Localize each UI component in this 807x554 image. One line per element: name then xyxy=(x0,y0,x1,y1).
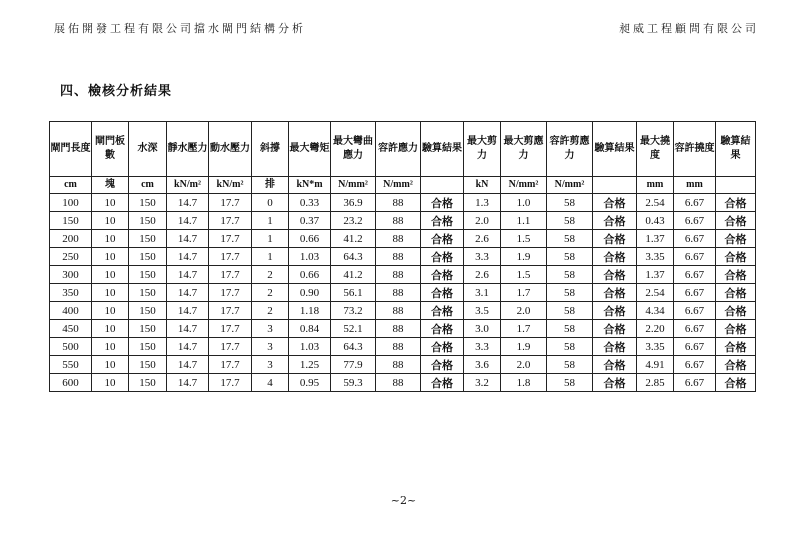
table-cell: 1.8 xyxy=(501,374,547,392)
table-cell: 150 xyxy=(129,212,167,230)
verdict-cell: 合格 xyxy=(593,374,637,392)
table-cell: 1.37 xyxy=(637,230,674,248)
table-cell: 88 xyxy=(376,212,421,230)
table-cell: 150 xyxy=(50,212,92,230)
table-cell: 58 xyxy=(547,374,593,392)
table-cell: 150 xyxy=(129,194,167,212)
table-cell: 2 xyxy=(252,302,289,320)
table-cell: 14.7 xyxy=(167,302,209,320)
table-cell: 14.7 xyxy=(167,230,209,248)
table-cell: 10 xyxy=(92,194,129,212)
verdict-cell: 合格 xyxy=(716,212,756,230)
table-cell: 14.7 xyxy=(167,212,209,230)
table-cell: 3.6 xyxy=(464,356,501,374)
verdict-cell: 合格 xyxy=(593,302,637,320)
document-header-left: 展佑開發工程有限公司擋水閘門結構分析 xyxy=(54,22,306,35)
column-unit xyxy=(421,177,464,194)
table-row xyxy=(50,284,756,302)
table-row xyxy=(50,374,756,392)
table-cell: 36.9 xyxy=(331,194,376,212)
verdict-cell: 合格 xyxy=(593,338,637,356)
table-cell: 41.2 xyxy=(331,266,376,284)
table-cell: 58 xyxy=(547,356,593,374)
table-row xyxy=(50,356,756,374)
table-cell: 14.7 xyxy=(167,248,209,266)
table-cell: 3.3 xyxy=(464,248,501,266)
verdict-cell: 合格 xyxy=(421,284,464,302)
column-header-label: 容許撓度 xyxy=(674,143,715,154)
table-cell: 2.0 xyxy=(501,302,547,320)
table-cell: 6.67 xyxy=(674,320,716,338)
table-cell: 17.7 xyxy=(209,248,252,266)
table-cell: 58 xyxy=(547,230,593,248)
table-row xyxy=(50,320,756,338)
table-cell: 150 xyxy=(129,356,167,374)
column-unit: cm xyxy=(129,177,167,194)
column-unit: N/mm² xyxy=(501,177,547,194)
column-unit: N/mm² xyxy=(376,177,421,194)
column-header xyxy=(129,122,167,177)
table-cell: 6.67 xyxy=(674,212,716,230)
table-cell: 2.85 xyxy=(637,374,674,392)
table-cell: 1 xyxy=(252,212,289,230)
table-cell: 14.7 xyxy=(167,266,209,284)
section-title: 四、檢核分析結果 xyxy=(60,84,173,99)
table-cell: 6.67 xyxy=(674,230,716,248)
table-cell: 6.67 xyxy=(674,284,716,302)
table-cell: 88 xyxy=(376,356,421,374)
table-cell: 1.9 xyxy=(501,248,547,266)
table-cell: 1.3 xyxy=(464,194,501,212)
column-header-label: 驗算結果 xyxy=(594,143,635,154)
table-body xyxy=(50,194,756,392)
table-cell: 58 xyxy=(547,302,593,320)
verdict-cell: 合格 xyxy=(593,212,637,230)
verdict-cell: 合格 xyxy=(716,374,756,392)
column-header xyxy=(716,122,756,177)
verdict-cell: 合格 xyxy=(421,230,464,248)
table-cell: 58 xyxy=(547,248,593,266)
verdict-cell: 合格 xyxy=(593,284,637,302)
header-unit-row xyxy=(50,177,756,194)
column-header xyxy=(331,122,376,177)
verdict-cell: 合格 xyxy=(593,356,637,374)
table-cell: 10 xyxy=(92,212,129,230)
table-cell: 17.7 xyxy=(209,338,252,356)
table-cell: 6.67 xyxy=(674,302,716,320)
verdict-cell: 合格 xyxy=(421,248,464,266)
table-cell: 1.0 xyxy=(501,194,547,212)
table-cell: 0.66 xyxy=(289,230,331,248)
column-header xyxy=(464,122,501,177)
table-cell: 3 xyxy=(252,320,289,338)
verdict-cell: 合格 xyxy=(593,194,637,212)
analysis-results-table xyxy=(49,121,756,392)
table-cell: 14.7 xyxy=(167,338,209,356)
table-cell: 0.33 xyxy=(289,194,331,212)
table-cell: 500 xyxy=(50,338,92,356)
table-cell: 2.20 xyxy=(637,320,674,338)
column-unit: N/mm² xyxy=(331,177,376,194)
table-cell: 3.35 xyxy=(637,248,674,266)
verdict-cell: 合格 xyxy=(421,302,464,320)
table-cell: 2.0 xyxy=(501,356,547,374)
table-cell: 0.66 xyxy=(289,266,331,284)
column-header-label: 動水壓力 xyxy=(210,143,250,154)
table-cell: 400 xyxy=(50,302,92,320)
table-cell: 600 xyxy=(50,374,92,392)
table-cell: 150 xyxy=(129,338,167,356)
table-cell: 58 xyxy=(547,212,593,230)
column-unit: cm xyxy=(50,177,92,194)
table-cell: 1.18 xyxy=(289,302,331,320)
table-cell: 150 xyxy=(129,248,167,266)
table-cell: 2 xyxy=(252,284,289,302)
table-cell: 2 xyxy=(252,266,289,284)
table-cell: 77.9 xyxy=(331,356,376,374)
column-header xyxy=(209,122,252,177)
verdict-cell: 合格 xyxy=(593,230,637,248)
verdict-cell: 合格 xyxy=(716,320,756,338)
column-header-label: 斜撐 xyxy=(260,143,280,154)
column-header-label: 容許應力 xyxy=(378,143,418,154)
table-cell: 1.7 xyxy=(501,284,547,302)
column-header xyxy=(252,122,289,177)
table-cell: 150 xyxy=(129,302,167,320)
table-cell: 0.84 xyxy=(289,320,331,338)
table-cell: 1 xyxy=(252,248,289,266)
table-cell: 0.90 xyxy=(289,284,331,302)
table-cell: 88 xyxy=(376,302,421,320)
table-cell: 3.0 xyxy=(464,320,501,338)
table-cell: 1 xyxy=(252,230,289,248)
table-cell: 17.7 xyxy=(209,266,252,284)
table-cell: 450 xyxy=(50,320,92,338)
table-cell: 10 xyxy=(92,374,129,392)
table-cell: 6.67 xyxy=(674,356,716,374)
table-cell: 1.1 xyxy=(501,212,547,230)
column-header xyxy=(637,122,674,177)
table-cell: 0.95 xyxy=(289,374,331,392)
table-cell: 17.7 xyxy=(209,374,252,392)
table-cell: 17.7 xyxy=(209,194,252,212)
table-cell: 1.5 xyxy=(501,266,547,284)
column-unit: kN/m² xyxy=(209,177,252,194)
header-name-row xyxy=(50,122,756,177)
table-cell: 6.67 xyxy=(674,248,716,266)
table-cell: 0.37 xyxy=(289,212,331,230)
column-unit: kN*m xyxy=(289,177,331,194)
column-header xyxy=(167,122,209,177)
table-cell: 550 xyxy=(50,356,92,374)
table-cell: 58 xyxy=(547,320,593,338)
table-cell: 2.6 xyxy=(464,266,501,284)
column-header xyxy=(50,122,92,177)
verdict-cell: 合格 xyxy=(421,212,464,230)
column-header-label: 閘門板數 xyxy=(95,136,125,161)
document-header-right: 昶威工程顧問有限公司 xyxy=(619,22,759,35)
column-header xyxy=(421,122,464,177)
table-cell: 14.7 xyxy=(167,194,209,212)
column-header xyxy=(92,122,129,177)
table-cell: 41.2 xyxy=(331,230,376,248)
table-cell: 150 xyxy=(129,374,167,392)
table-cell: 17.7 xyxy=(209,230,252,248)
verdict-cell: 合格 xyxy=(421,338,464,356)
column-header-label: 水深 xyxy=(137,143,158,154)
verdict-cell: 合格 xyxy=(716,356,756,374)
verdict-cell: 合格 xyxy=(716,266,756,284)
table-cell: 52.1 xyxy=(331,320,376,338)
table-cell: 2.0 xyxy=(464,212,501,230)
column-unit: kN/m² xyxy=(167,177,209,194)
table-cell: 1.03 xyxy=(289,338,331,356)
table-cell: 64.3 xyxy=(331,248,376,266)
verdict-cell: 合格 xyxy=(716,194,756,212)
table-cell: 88 xyxy=(376,266,421,284)
table-row xyxy=(50,194,756,212)
table-cell: 4.91 xyxy=(637,356,674,374)
table-cell: 58 xyxy=(547,266,593,284)
table-cell: 6.67 xyxy=(674,266,716,284)
table-cell: 0.43 xyxy=(637,212,674,230)
column-header-label: 最大彎矩 xyxy=(289,143,330,154)
column-header-label: 容許剪應力 xyxy=(549,136,590,161)
table-cell: 17.7 xyxy=(209,284,252,302)
table-row xyxy=(50,302,756,320)
table-cell: 10 xyxy=(92,356,129,374)
column-header-label: 最大撓度 xyxy=(640,136,670,161)
table-cell: 88 xyxy=(376,248,421,266)
table-cell: 17.7 xyxy=(209,302,252,320)
verdict-cell: 合格 xyxy=(421,266,464,284)
verdict-cell: 合格 xyxy=(593,266,637,284)
table-cell: 10 xyxy=(92,230,129,248)
verdict-cell: 合格 xyxy=(716,230,756,248)
table-cell: 10 xyxy=(92,248,129,266)
table-cell: 88 xyxy=(376,230,421,248)
column-header xyxy=(289,122,331,177)
column-header xyxy=(674,122,716,177)
table-cell: 88 xyxy=(376,194,421,212)
verdict-cell: 合格 xyxy=(716,248,756,266)
table-cell: 17.7 xyxy=(209,356,252,374)
column-unit: 排 xyxy=(252,177,289,194)
table-row xyxy=(50,248,756,266)
table-cell: 73.2 xyxy=(331,302,376,320)
table-cell: 58 xyxy=(547,338,593,356)
table-cell: 1.03 xyxy=(289,248,331,266)
table-cell: 3.1 xyxy=(464,284,501,302)
table-cell: 350 xyxy=(50,284,92,302)
table-cell: 4 xyxy=(252,374,289,392)
table-cell: 150 xyxy=(129,320,167,338)
verdict-cell: 合格 xyxy=(716,338,756,356)
column-header-label: 閘門長度 xyxy=(50,143,91,154)
column-unit xyxy=(593,177,637,194)
column-unit: N/mm² xyxy=(547,177,593,194)
table-cell: 4.34 xyxy=(637,302,674,320)
table-cell: 2.6 xyxy=(464,230,501,248)
column-unit: 塊 xyxy=(92,177,129,194)
table-cell: 150 xyxy=(129,284,167,302)
table-cell: 1.5 xyxy=(501,230,547,248)
table-cell: 200 xyxy=(50,230,92,248)
table-cell: 10 xyxy=(92,338,129,356)
column-header xyxy=(547,122,593,177)
table-cell: 88 xyxy=(376,374,421,392)
table-cell: 59.3 xyxy=(331,374,376,392)
table-row xyxy=(50,338,756,356)
table-cell: 14.7 xyxy=(167,356,209,374)
table-cell: 3.35 xyxy=(637,338,674,356)
verdict-cell: 合格 xyxy=(421,374,464,392)
column-unit xyxy=(716,177,756,194)
table-cell: 3.5 xyxy=(464,302,501,320)
verdict-cell: 合格 xyxy=(716,302,756,320)
table-cell: 150 xyxy=(129,230,167,248)
table-cell: 10 xyxy=(92,266,129,284)
table-cell: 1.9 xyxy=(501,338,547,356)
column-header xyxy=(501,122,547,177)
table-row xyxy=(50,266,756,284)
column-header-label: 靜水壓力 xyxy=(167,143,208,154)
table-cell: 1.37 xyxy=(637,266,674,284)
table-cell: 14.7 xyxy=(167,284,209,302)
table-cell: 1.25 xyxy=(289,356,331,374)
table-cell: 100 xyxy=(50,194,92,212)
table-cell: 56.1 xyxy=(331,284,376,302)
table-cell: 3 xyxy=(252,356,289,374)
column-header-label: 驗算結果 xyxy=(422,143,462,154)
table-cell: 88 xyxy=(376,284,421,302)
table-cell: 6.67 xyxy=(674,194,716,212)
verdict-cell: 合格 xyxy=(593,248,637,266)
page-number: ~2~ xyxy=(390,494,417,507)
table-cell: 2.54 xyxy=(637,194,674,212)
verdict-cell: 合格 xyxy=(421,194,464,212)
table-cell: 2.54 xyxy=(637,284,674,302)
verdict-cell: 合格 xyxy=(421,320,464,338)
table-cell: 1.7 xyxy=(501,320,547,338)
table-cell: 64.3 xyxy=(331,338,376,356)
table-cell: 88 xyxy=(376,338,421,356)
verdict-cell: 合格 xyxy=(716,284,756,302)
table-cell: 300 xyxy=(50,266,92,284)
column-header-label: 驗算結果 xyxy=(720,136,751,161)
table-cell: 150 xyxy=(129,266,167,284)
table-cell: 3.3 xyxy=(464,338,501,356)
column-unit: kN xyxy=(464,177,501,194)
table-cell: 14.7 xyxy=(167,320,209,338)
column-header xyxy=(593,122,637,177)
table-cell: 10 xyxy=(92,284,129,302)
table-cell: 88 xyxy=(376,320,421,338)
column-header-label: 最大彎曲應力 xyxy=(333,136,373,161)
table-cell: 250 xyxy=(50,248,92,266)
table-cell: 3 xyxy=(252,338,289,356)
table-cell: 23.2 xyxy=(331,212,376,230)
table-row xyxy=(50,212,756,230)
table-cell: 6.67 xyxy=(674,374,716,392)
table-row xyxy=(50,230,756,248)
table-cell: 14.7 xyxy=(167,374,209,392)
verdict-cell: 合格 xyxy=(421,356,464,374)
column-header xyxy=(376,122,421,177)
table-cell: 0 xyxy=(252,194,289,212)
column-unit: mm xyxy=(674,177,716,194)
table-cell: 17.7 xyxy=(209,320,252,338)
column-header-label: 最大剪力 xyxy=(467,136,497,161)
table-cell: 17.7 xyxy=(209,212,252,230)
table-cell: 3.2 xyxy=(464,374,501,392)
column-unit: mm xyxy=(637,177,674,194)
table-cell: 10 xyxy=(92,302,129,320)
table-cell: 6.67 xyxy=(674,338,716,356)
table-cell: 10 xyxy=(92,320,129,338)
column-header-label: 最大剪應力 xyxy=(503,136,544,161)
table-cell: 58 xyxy=(547,194,593,212)
table-cell: 58 xyxy=(547,284,593,302)
verdict-cell: 合格 xyxy=(593,320,637,338)
